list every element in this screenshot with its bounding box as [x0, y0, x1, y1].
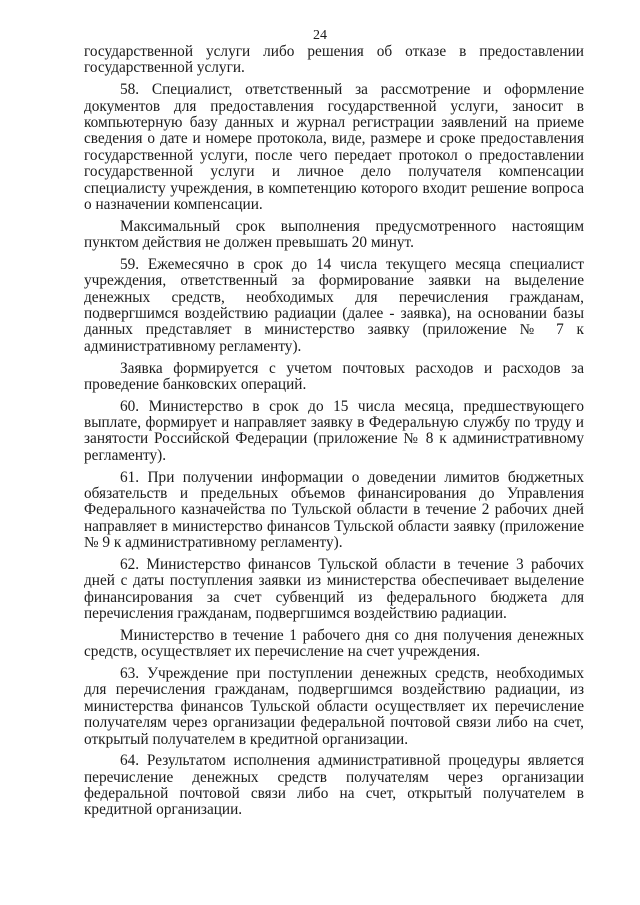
paragraph-58-time-limit: Максимальный срок выполнения предусмотренного настоящим пунктом действия не должен превышать 20 минут.	[84, 217, 584, 252]
paragraph-61: 61. При получении информации о доведении лимитов бюджетных обязательств и предельных объемов финансирования до Управления Федерального казначейства по Тульской области в течение 2 рабочих дней направляет в министерство финансов Тульской области заявку (приложение № 9 к административному регламенту).	[84, 468, 584, 552]
paragraph-59-note: Заявка формируется с учетом почтовых расходов и расходов за проведение банковских операций.	[84, 359, 584, 393]
paragraph-62-transfer: Министерство в течение 1 рабочего дня со дня получения денежных средств, осуществляет их перечисление на счет учреждения.	[84, 626, 584, 661]
paragraph-continuation: государственной услуги либо решения об отказе в предоставлении государственной услуги.	[84, 43, 584, 77]
paragraph-58: 58. Специалист, ответственный за рассмотрение и оформление документов для предоставления государственной услуги, заносит в компьютерную базу данных и журнал регистрации заявлений на приеме сведения о дате и номере протокола, виде, размере и сроке предоставления государственной услуги, после чего передает протокол о предоставлении государственной услуги и личное дело получателя компенсации специалисту учреждения, в компетенцию которого входит решение вопроса о назначении компенсации.	[84, 81, 584, 213]
paragraph-59: 59. Ежемесячно в срок до 14 числа текущего месяца специалист учреждения, ответственный за формирование заявки на выделение денежных средств, необходимых для перечисления гражданам, подвергшимся воздействию радиации (далее - заявка), на основании базы данных представляет в министерство заявку (приложение № 7 к административному регламенту).	[84, 255, 584, 355]
document-body	[84, 44, 584, 824]
page-number: 24	[313, 28, 327, 43]
paragraph-64: 64. Результатом исполнения административной процедуры является перечисление денежных средств получателям через организации федеральной почтовой связи либо на счет, открытый получателем в кредитной организации.	[84, 752, 584, 819]
paragraph-60: 60. Министерство в срок до 15 числа месяца, предшествующего выплате, формирует и направляет заявку в Федеральную службу по труду и занятости Российской Федерации (приложение № 8 к административному регламенту).	[84, 397, 584, 464]
paragraph-62: 62. Министерство финансов Тульской области в течение 3 рабочих дней с даты поступления заявки из министерства обеспечивает выделение финансирования за счет субвенций из федерального бюджета для перечисления гражданам, подвергшимся воздействию радиации.	[84, 555, 584, 623]
paragraph-63: 63. Учреждение при поступлении денежных средств, необходимых для перечисления гражданам, подвергшимся воздействию радиации, из министерства финансов Тульской области осуществляет их перечисление получателям через организации федеральной почтовой связи либо на счет, открытый получателем в кредитной организации.	[84, 664, 584, 748]
